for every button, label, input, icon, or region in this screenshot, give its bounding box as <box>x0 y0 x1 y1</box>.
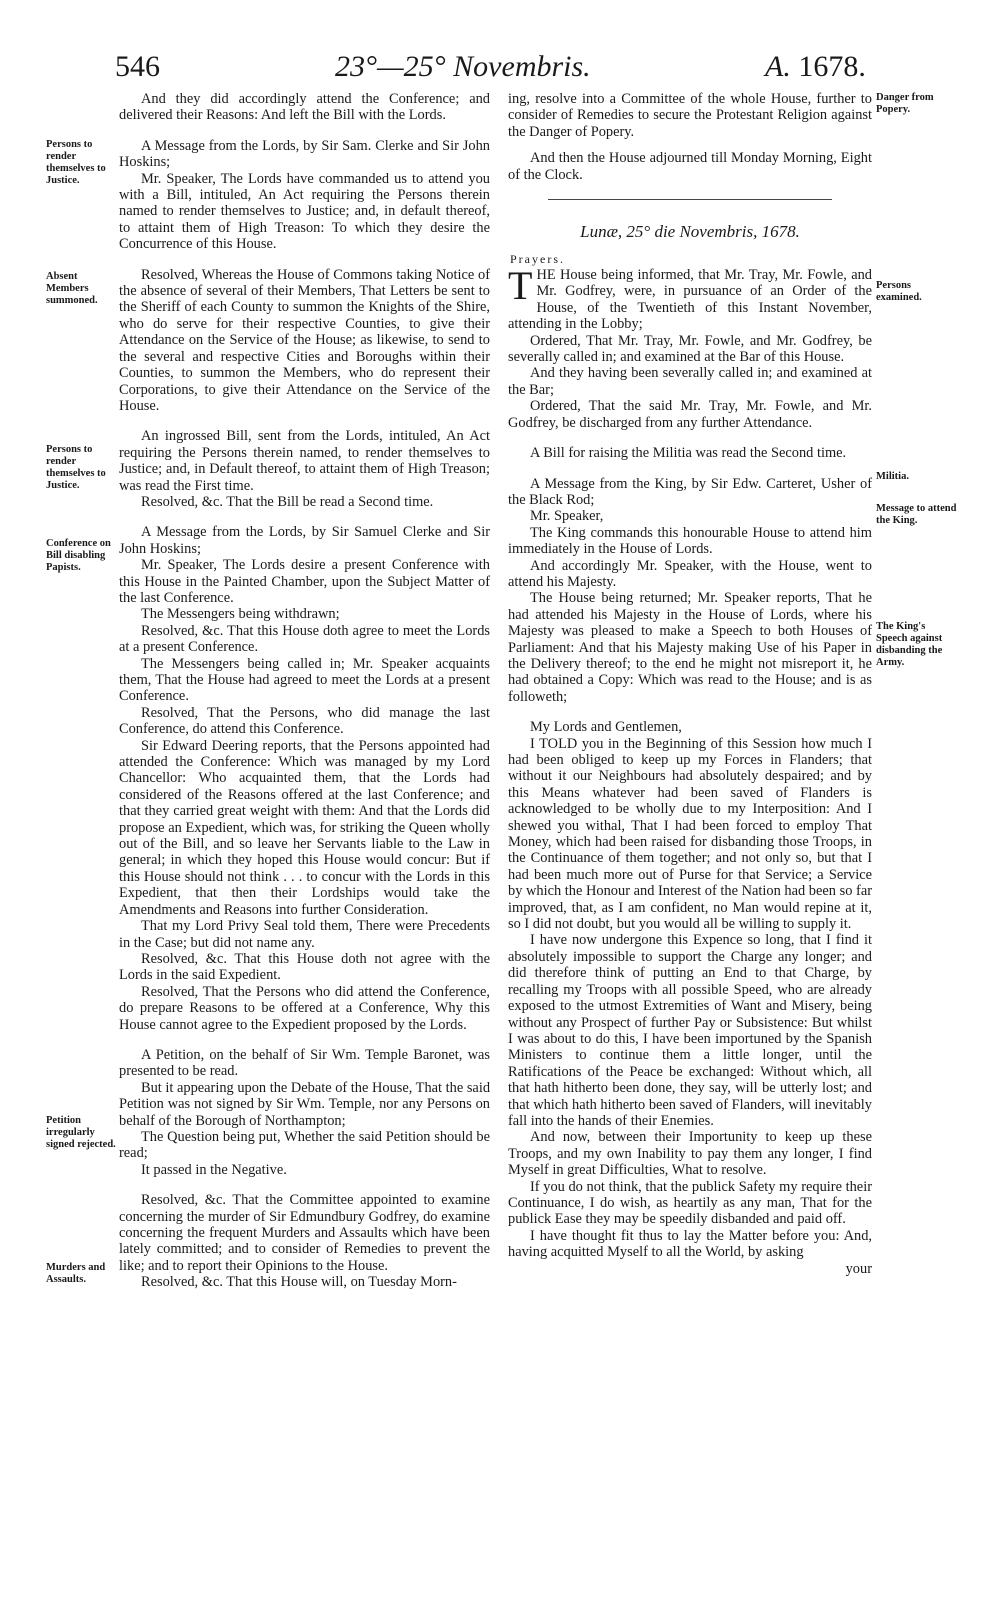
paragraph: A Petition, on the behalf of Sir Wm. Temple Baronet, was presented to be read. <box>119 1046 490 1080</box>
paragraph: The King commands this honourable House to attend him immediately in the House of Lords. <box>508 524 872 558</box>
paragraph: I have now undergone this Expence so long, that I find it absolutely impossible to support the Charge any longer; and did therefore think of putting an End to that Charge, by recalling my Troops with all possible Speed, who are already exposed to the utmost Extremities of Want and Misery, being without any Prospect of further Pay or Subsistence: But whilst I was about to do this, I have been importuned by the Spanish Ministers to continue them a little longer, until the Ratifications of the Peace be exchanged: Without which, all that hath hitherto been done, they say, will be utterly lost; and that which hath hitherto been saved of Flanders, will inevitably fall into the hands of their Enemies. <box>508 932 872 1129</box>
margin-note-right: Danger from Popery. <box>876 92 934 115</box>
paragraph: A Message from the Lords, by Sir Sam. Clerke and Sir John Hoskins; <box>119 137 490 171</box>
paragraph: Resolved, &c. That this House doth not agree with the Lords in the said Expedient. <box>119 950 490 984</box>
paragraph: Resolved, That the Persons, who did manage the last Conference, do attend this Conference. <box>119 704 490 738</box>
paragraph: The Question being put, Whether the said Petition should be read; <box>119 1128 490 1162</box>
margin-note-right: Persons examined. <box>876 280 922 303</box>
margin-note-left: Persons to render themselves to Justice. <box>46 444 106 491</box>
paragraph: I TOLD you in the Beginning of this Session how much I had been obliged to keep up my Forces in Flanders; that without it our Neighbours had absolutely despaired; and by this Means whatever had been saved of Flanders is acknowledged to be wholly due to my Interposition: And I shewed you withal, That I had been forced to employ That Money, which had been raised for disbanding those Troops, in the Continuance of them together; and not only so, but that I had been much more out of Purse for that Service; a Service by which the Honour and Interest of the Nation had been so far improved, that, as I am confident, no Man would repine at it, so I did not doubt, but you would all be willing to supply it. <box>508 735 872 933</box>
paragraph: If you do not think, that the publick Safety my require their Continuance, I do wish, as heartily as any man, That for the publick Ease they may be speedily disbanded and paid off. <box>508 1178 872 1228</box>
paragraph: Resolved, &c. That the Bill be read a Second time. <box>141 493 434 510</box>
margin-note-left: Conference on Bill disabling Papists. <box>46 538 111 573</box>
paragraph: Mr. Speaker, The Lords have commanded us to attend you with a Bill, intituled, An Act requiring the Persons therein named to render themselves to Justice; and, in default thereof, to attaint them of High Treason: To which they desire the Concurrence of this House. <box>119 170 490 253</box>
paragraph: A Message from the Lords, by Sir Samuel Clerke and Sir John Hoskins; <box>119 524 490 557</box>
paragraph: The House being returned; Mr. Speaker reports, That he had attended his Majesty in the House of Lords, where his Majesty was pleased to make a Speech to both Houses of Parliament: And that his Majesty making Use of his Paper in the Delivery thereof; to the end he might not misreport it, he had obtained a Copy: Which was read to the House; and is as followeth; <box>508 590 872 705</box>
header-year-number: 1678. <box>798 50 866 83</box>
header-month: Novembris. <box>453 50 591 83</box>
right-column <box>508 91 872 1277</box>
paragraph: Mr. Speaker, The Lords desire a present Conference with this House in the Painted Chamber, upon the Subject Matter of the last Conference. <box>119 557 490 606</box>
paragraph: And now, between their Importunity to keep up these Troops, and my own Inability to pay them any longer, I find Myself in great Difficulties, What to resolve. <box>508 1129 872 1179</box>
margin-note-left: Petition irregularly signed rejected. <box>46 1115 116 1150</box>
paragraph: And they having been severally called in; and examined at the Bar; <box>508 365 872 398</box>
left-column <box>119 91 490 1291</box>
paragraph: The Messengers being called in; Mr. Speaker acquaints them, That the House had agreed to meet the Lords at a present Conference. <box>119 655 490 705</box>
paragraph: And they did accordingly attend the Conference; and delivered their Reasons: And left the Bill with the Lords. <box>119 91 490 124</box>
paragraph: It passed in the Negative. <box>141 1161 287 1178</box>
header-date <box>335 50 591 84</box>
page-number: 546 <box>115 50 160 83</box>
paragraph: The Messengers being withdrawn; <box>141 606 340 623</box>
margin-note-right: Message to attend the King. <box>876 503 957 526</box>
paragraph: A Bill for raising the Militia was read the Second time. <box>530 445 847 462</box>
header-year <box>765 50 866 84</box>
paragraph: Resolved, &c. That this House will, on Tuesday Morn- <box>141 1274 457 1291</box>
paragraph-text: HE House being informed, that Mr. Tray, Mr. Fowle, and Mr. Godfrey, were, in pursuance of an Order of the House, of the Twentieth of this Instant November, attending in the Lobby; <box>508 267 872 333</box>
paragraph: I have thought fit thus to lay the Matter before you: And, having acquitted Myself to all the World, by asking <box>508 1227 872 1261</box>
margin-note-right: Militia. <box>876 471 909 482</box>
paragraph: Resolved, Whereas the House of Commons taking Notice of the absence of several of their Members, That Letters be sent to the Sheriff of each County to summon the Knights of the Shire, who do serve for their respective Counties, to give their Attendance on the Service of the House; as likewise, to send to the several and respective Cities and Boroughs within their Counties, to summon the Members, who do represent their Corporations, to give their Attendance on the Service of the House. <box>119 266 490 414</box>
paragraph: Resolved, &c. That the Committee appointed to examine concerning the murder of Sir Edmundbury Godfrey, do examine concerning the frequent Murders and Assaults which have been lately committed; and to consider of Remedies to prevent the like; and to report their Opinions to the House. <box>119 1192 490 1274</box>
paragraph: An ingrossed Bill, sent from the Lords, intituled, An Act requiring the Persons therein named, to render themselves to Justice; and, in Default thereof, to attaint them of High Treason; was read the First time. <box>119 428 490 494</box>
paragraph: ing, resolve into a Committee of the whole House, further to consider of Remedies to secure the Protestant Religion against the Danger of Popery. <box>508 91 872 140</box>
paragraph: Resolved, That the Persons who did attend the Conference, do prepare Reasons to be offered at a Conference, Why this House cannot agree to the Expedient proposed by the Lords. <box>119 983 490 1033</box>
paragraph: Mr. Speaker, <box>530 508 604 525</box>
date-range: 23°—25° <box>335 50 446 83</box>
paragraph: And then the House adjourned till Monday Morning, Eight of the Clock. <box>508 150 872 183</box>
paragraph: That my Lord Privy Seal told them, There were Precedents in the Case; but did not name any. <box>119 918 490 951</box>
paragraph: Ordered, That Mr. Tray, Mr. Fowle, and Mr. Godfrey, be severally called in; and examined at the Bar of this House. <box>508 332 872 366</box>
paragraph: But it appearing upon the Debate of the House, That the said Petition was not signed by Sir Wm. Temple, nor any Persons on behalf of the Borough of Northampton; <box>119 1079 491 1129</box>
paragraph: My Lords and Gentlemen, <box>530 719 682 736</box>
paragraph <box>508 263 872 333</box>
margin-note-left: Persons to render themselves to Justice. <box>46 139 106 186</box>
paragraph: A Message from the King, by Sir Edw. Carteret, Usher of the Black Rod; <box>508 475 872 508</box>
prayers-heading: Prayers. <box>510 252 565 267</box>
margin-note-left: Murders and Assaults. <box>46 1262 106 1285</box>
section-divider <box>548 199 832 200</box>
margin-note-left: Absent Members summoned. <box>46 271 98 306</box>
paragraph: Ordered, That the said Mr. Tray, Mr. Fowle, and Mr. Godfrey, be discharged from any further Attendance. <box>508 398 872 431</box>
paragraph: And accordingly Mr. Speaker, with the House, went to attend his Majesty. <box>508 557 872 590</box>
catchword: your <box>845 1260 872 1277</box>
header-year-a: A. <box>765 50 791 83</box>
margin-note-right: The King's Speech against disbanding the Army. <box>876 621 943 668</box>
section-title: Lunæ, 25° die Novembris, 1678. <box>580 222 800 242</box>
page-header <box>0 50 992 90</box>
drop-cap: T <box>508 263 533 309</box>
paragraph: Resolved, &c. That this House doth agree to meet the Lords at a present Conference. <box>119 622 490 656</box>
paragraph: Sir Edward Deering reports, that the Persons appointed had attended the Conference: Which was managed by my Lord Chancellor: Who acquainted them, that the Lords had considered of the Reasons offered at the last Conference; and that they carried great weight with them: And that the Lords did propose an Expedient, which was, for striking the Queen wholly out of the Bill, and so leave her Servants liable to the Law in general; in which they hoped this House would concur: But if this House should not think . . . to concur with the Lords in this Expedient, that then their Lordships would take the Amendments and Reasons into further Consideration. <box>119 737 490 918</box>
